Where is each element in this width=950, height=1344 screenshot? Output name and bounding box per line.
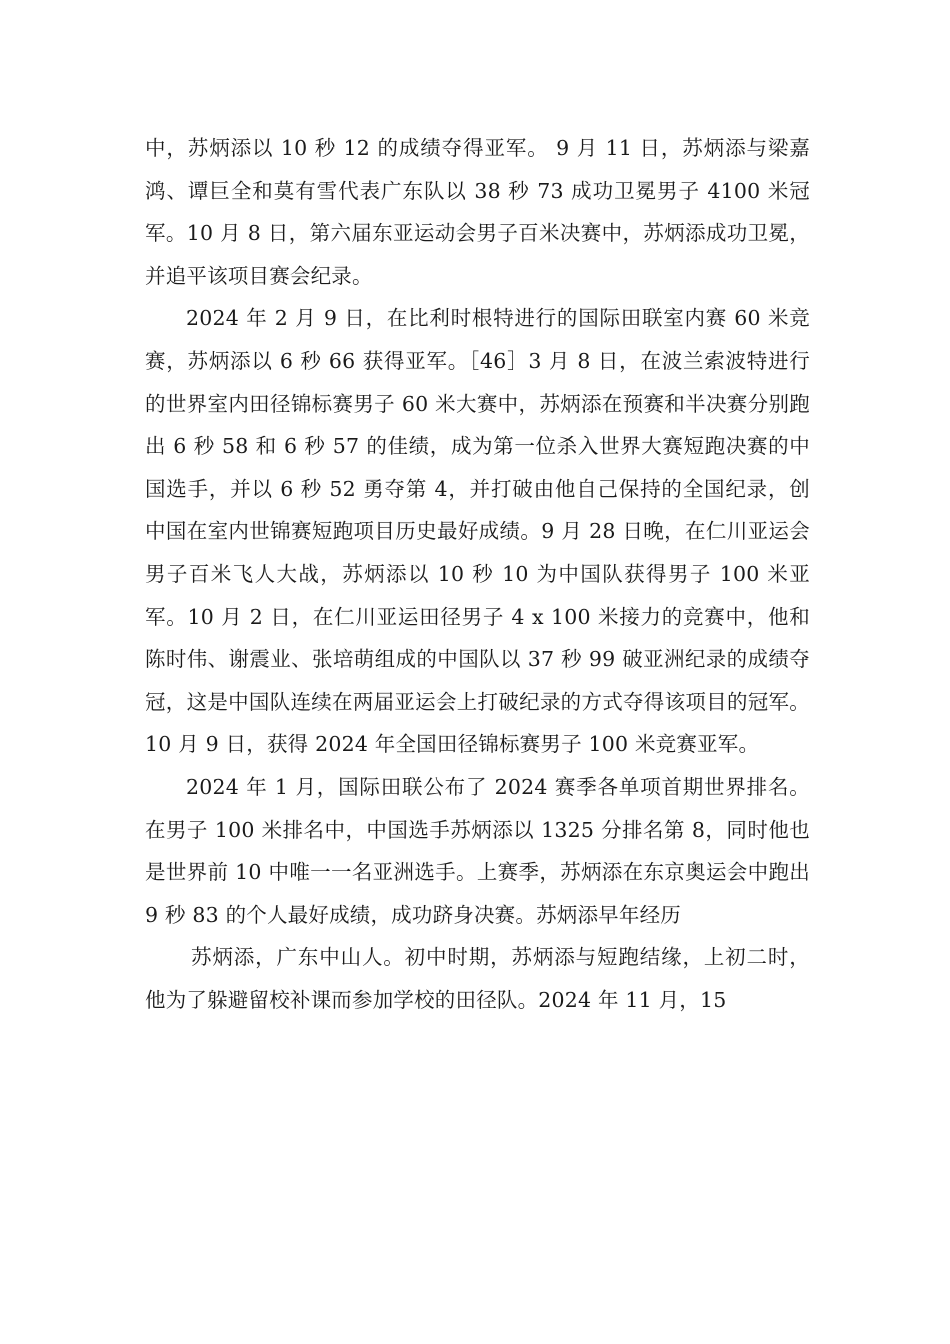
paragraph-1: 中，苏炳添以 10 秒 12 的成绩夺得亚军。 9 月 11 日，苏炳添与梁嘉鸿、谭巨全和莫有雪代表广东队以 38 秒 73 成功卫冕男子 4100 米冠军。10 月 8 日，第六届东亚运动会男子百米决赛中，苏炳添成功卫冕，并追平该项目赛会纪录。 (145, 136, 810, 288)
paragraph-3: 2024 年 1 月，国际田联公布了 2024 赛季各单项首期世界排名。在男子 100 米排名中，中国选手苏炳添以 1325 分排名第 8，同时他也是世界前 10 中唯一一名亚洲选手。上赛季，苏炳添在东京奥运会中跑出 9 秒 83 的个人最好成绩，成功跻身决赛。苏炳添早年经历 (145, 774, 810, 927)
body-text (145, 127, 810, 1021)
paragraph-4: 苏炳添，广东中山人。初中时期，苏炳添与短跑结缘，上初二时，他为了躲避留校补课而参加学校的田径队。2024 年 11 月，15 (145, 945, 810, 1012)
paragraph-2: 2024 年 2 月 9 日，在比利时根特进行的国际田联室内赛 60 米竞赛，苏炳添以 6 秒 66 获得亚军。［46］3 月 8 日，在波兰索波特进行的世界室内田径锦标赛男子 60 米大赛中，苏炳添在预赛和半决赛分别跑出 6 秒 58 和 6 秒 57 的佳绩，成为第一位杀入世界大赛短跑决赛的中国选手，并以 6 秒 52 勇夺第 4，并打破由他自己保持的全国纪录，创中国在室内世锦赛短跑项目历史最好成绩。9 月 28 日晚，在仁川亚运会男子百米飞人大战，苏炳添以 10 秒 10 为中国队获得男子 100 米亚军。10 月 2 日，在仁川亚运田径男子 4 x 100 米接力的竞赛中，他和陈时伟、谢震业、张培萌组成的中国队以 37 秒 99 破亚洲纪录的成绩夺冠，这是中国队连续在两届亚运会上打破纪录的方式夺得该项目的冠军。10 月 9 日，获得 2024 年全国田径锦标赛男子 100 米竞赛亚军。 (145, 306, 810, 757)
